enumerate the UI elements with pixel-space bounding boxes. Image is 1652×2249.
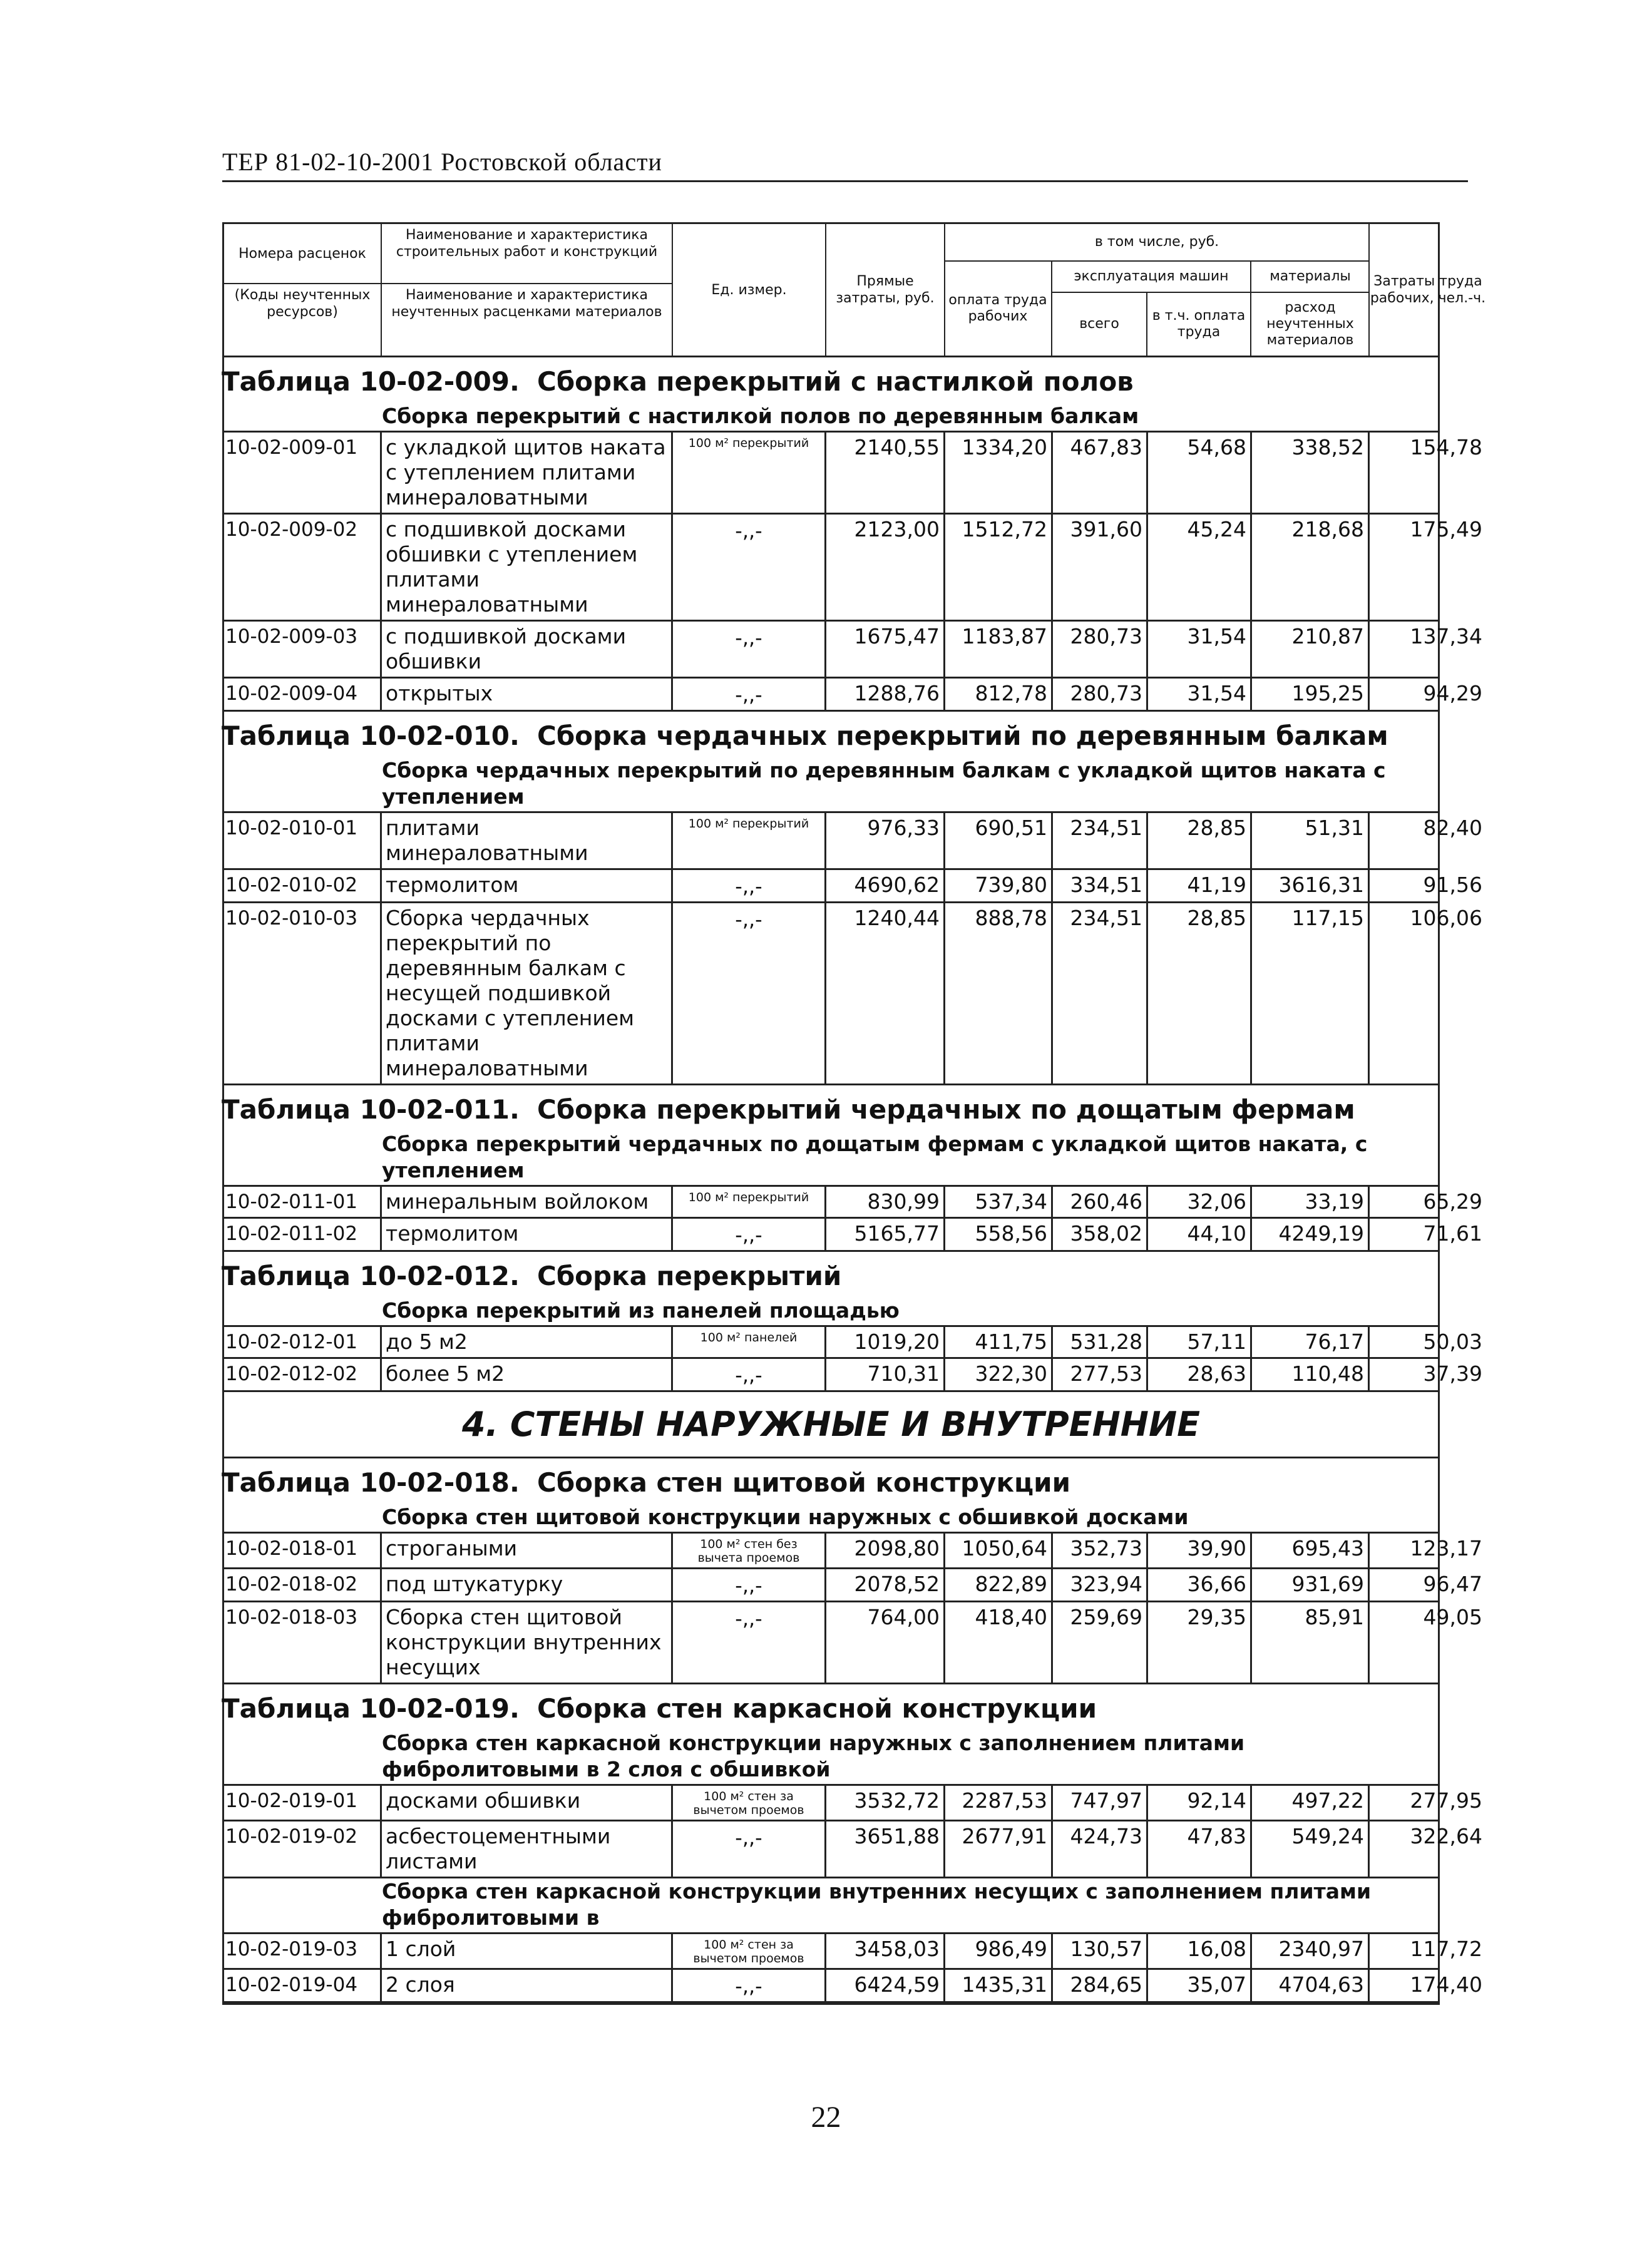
labor-pay: 1435,31 [945,1970,1053,2001]
machines-total: 259,69 [1053,1602,1148,1683]
labor-pay: 411,75 [945,1327,1053,1357]
direct-costs: 2140,55 [826,433,945,513]
table-name: Сборка стен каркасной конструкции [537,1693,1097,1724]
rate-code: 10-02-011-01 [224,1187,382,1217]
rate-code: 10-02-019-03 [224,1934,382,1968]
rate-code: 10-02-009-01 [224,433,382,513]
col-mat-cost-header: расход неучтенных материалов [1266,300,1354,348]
rates-table [222,222,1486,2005]
machines-total: 130,57 [1053,1934,1148,1968]
group-heading: Сборка стен щитовой конструкции наружных с обшивкой досками [224,1504,1438,1534]
machines-total: 323,94 [1053,1569,1148,1601]
labor-pay: 888,78 [945,903,1053,1084]
direct-costs: 1240,44 [826,903,945,1084]
machines-total: 234,51 [1053,903,1148,1084]
group-heading: Сборка стен каркасной конструкции наружных с заполнением плитами фибролитовыми в 2 слоя с обшивкой [224,1730,1438,1786]
materials-cost: 110,48 [1252,1359,1370,1390]
machines-labor-pay: 31,54 [1148,679,1252,710]
unit: -,,- [673,1821,826,1877]
direct-costs: 1675,47 [826,622,945,677]
machines-labor-pay: 57,11 [1148,1327,1252,1357]
col-incl-header: в том числе, руб. [945,224,1369,262]
unit: 100 м² перекрытий [673,813,826,868]
labor-hours: 96,47 [1423,1572,1482,1596]
work-name: 1 слой [382,1934,673,1968]
unit: -,,- [673,1569,826,1601]
table-row [224,1602,1482,1684]
unit: -,,- [673,1602,826,1683]
materials-cost: 4249,19 [1252,1219,1370,1250]
unit: 100 м² перекрытий [673,433,826,513]
group-heading: Сборка перекрытий чердачных по дощатым фермам с укладкой щитов наката, с утеплением [224,1131,1438,1187]
col-incl-group [945,224,1370,356]
unit: 100 м² стен без вычета проемов [673,1534,826,1567]
labor-pay: 739,80 [945,870,1053,901]
labor-hours: 91,56 [1423,873,1482,897]
work-name: с укладкой щитов наката с утеплением плитами минераловатными [382,433,673,513]
materials-cost: 931,69 [1252,1569,1370,1601]
labor-pay: 1050,64 [945,1534,1053,1567]
labor-pay: 1183,87 [945,622,1053,677]
unit: -,,- [673,903,826,1084]
labor-pay: 558,56 [945,1219,1053,1250]
group-heading: Сборка перекрытий из панелей площадью [224,1298,1438,1327]
labor-hours: 106,06 [1410,906,1482,930]
rate-code: 10-02-012-01 [224,1327,382,1357]
work-name: строгаными [382,1534,673,1567]
table-row [224,433,1482,515]
labor-hours: 174,40 [1410,1972,1482,1997]
labor-hours: 137,34 [1410,624,1482,648]
unit: -,,- [673,870,826,901]
labor-pay: 418,40 [945,1602,1053,1683]
direct-costs: 976,33 [826,813,945,868]
rate-code: 10-02-009-04 [224,679,382,710]
materials-cost: 85,91 [1252,1602,1370,1683]
table-row [224,1821,1482,1878]
labor-hours: 82,40 [1423,816,1482,840]
table-code: Таблица 10-02-009. [222,366,520,397]
table-body [222,357,1482,2003]
machines-total: 280,73 [1053,622,1148,677]
work-name: открытых [382,679,673,710]
labor-pay: 822,89 [945,1569,1053,1601]
machines-labor-pay: 47,83 [1148,1821,1252,1877]
table-row [224,1934,1482,1970]
machines-labor-pay: 92,14 [1148,1786,1252,1820]
rate-code: 10-02-019-01 [224,1786,382,1820]
work-name: до 5 м2 [382,1327,673,1357]
materials-cost: 549,24 [1252,1821,1370,1877]
machines-total: 280,73 [1053,679,1148,710]
machines-labor-pay: 29,35 [1148,1602,1252,1683]
unit: -,,- [673,1359,826,1390]
table-name: Сборка чердачных перекрытий по деревянным балкам [537,720,1388,751]
table-row [224,870,1482,903]
table-row [224,1359,1482,1392]
rate-code: 10-02-010-01 [224,813,382,868]
group-heading: Сборка перекрытий с настилкой полов по деревянным балкам [224,403,1438,433]
direct-costs: 764,00 [826,1602,945,1683]
table-header [224,224,1486,357]
table-row [224,1219,1482,1252]
table-code: Таблица 10-02-011. [222,1094,520,1125]
table-code: Таблица 10-02-019. [222,1693,520,1724]
labor-hours: 277,95 [1410,1788,1482,1813]
direct-costs: 710,31 [826,1359,945,1390]
col-labor-header: Затраты труда рабочих, чел.-ч. [1370,274,1486,306]
table-row [224,1786,1482,1821]
materials-cost: 218,68 [1252,515,1370,620]
table-title [222,1458,1438,1504]
machines-total: 358,02 [1053,1219,1148,1250]
labor-pay: 537,34 [945,1187,1053,1217]
page-number: 22 [811,2101,841,2134]
rate-code: 10-02-018-01 [224,1534,382,1567]
direct-costs: 1288,76 [826,679,945,710]
materials-cost: 76,17 [1252,1327,1370,1357]
direct-costs: 2078,52 [826,1569,945,1601]
materials-cost: 117,15 [1252,903,1370,1084]
col-code-header [224,224,382,356]
rate-code: 10-02-018-02 [224,1569,382,1601]
table-code: Таблица 10-02-012. [222,1261,520,1291]
machines-labor-pay: 39,90 [1148,1534,1252,1567]
col-materials-header: материалы [1251,262,1369,293]
direct-costs: 4690,62 [826,870,945,901]
table-title [222,1252,1438,1298]
table-name: Сборка стен щитовой конструкции [537,1467,1070,1498]
machines-total: 352,73 [1053,1534,1148,1567]
col-unit-header: Ед. измер. [673,224,826,356]
machines-labor-pay: 45,24 [1148,515,1252,620]
work-name: термолитом [382,870,673,901]
labor-pay: 2677,91 [945,1821,1053,1877]
machines-total: 277,53 [1053,1359,1148,1390]
machines-total: 391,60 [1053,515,1148,620]
labor-hours: 117,72 [1410,1937,1482,1961]
direct-costs: 830,99 [826,1187,945,1217]
rate-code: 10-02-011-02 [224,1219,382,1250]
unit: 100 м² панелей [673,1327,826,1357]
machines-labor-pay: 32,06 [1148,1187,1252,1217]
labor-hours: 123,17 [1410,1536,1482,1560]
materials-cost: 195,25 [1252,679,1370,710]
materials-cost: 2340,97 [1252,1934,1370,1968]
col-mach-total-header: всего [1052,293,1147,356]
labor-pay: 986,49 [945,1934,1053,1968]
table-row [224,1534,1482,1569]
direct-costs: 2123,00 [826,515,945,620]
table-row [224,1187,1482,1219]
col-direct-header: Прямые затраты, руб. [826,224,945,356]
direct-costs: 5165,77 [826,1219,945,1250]
unit: -,,- [673,515,826,620]
machines-total: 234,51 [1053,813,1148,868]
table-title [222,357,1438,403]
col-name-label: Наименование и характеристика строительных работ и конструкций [382,224,672,284]
rate-code: 10-02-010-02 [224,870,382,901]
work-name: Сборка стен щитовой конструкции внутренних несущих [382,1602,673,1683]
labor-hours: 50,03 [1423,1329,1482,1354]
col-code-label: Номера расценок [224,224,381,284]
work-name: Сборка чердачных перекрытий по деревянным балкам с несущей подшивкой досками с утеплением плитами минераловатными [382,903,673,1084]
col-name-sub-label: Наименование и характеристика неучтенных расценками материалов [391,287,662,320]
table-row [224,1970,1482,2003]
table-name: Сборка перекрытий [537,1261,842,1291]
col-mach-labor-header: в т.ч. оплата труда [1147,293,1251,356]
rate-code: 10-02-010-03 [224,903,382,1084]
rate-code: 10-02-019-04 [224,1970,382,2001]
work-name: с подшивкой досками обшивки с утеплением плитами минераловатными [382,515,673,620]
materials-cost: 51,31 [1252,813,1370,868]
machines-labor-pay: 31,54 [1148,622,1252,677]
labor-hours: 154,78 [1410,435,1482,459]
rate-code: 10-02-009-02 [224,515,382,620]
direct-costs: 3458,03 [826,1934,945,1968]
machines-total: 467,83 [1053,433,1148,513]
group-heading: Сборка стен каркасной конструкции внутренних несущих с заполнением плитами фибролитовыми в [224,1878,1438,1934]
work-name: минеральным войлоком [382,1187,673,1217]
col-machines-header: эксплуатация машин [1052,262,1251,293]
machines-labor-pay: 28,63 [1148,1359,1252,1390]
labor-pay: 2287,53 [945,1786,1053,1820]
direct-costs: 3651,88 [826,1821,945,1877]
labor-pay: 1512,72 [945,515,1053,620]
direct-costs: 2098,80 [826,1534,945,1567]
direct-costs: 1019,20 [826,1327,945,1357]
rate-code: 10-02-019-02 [224,1821,382,1877]
machines-total: 260,46 [1053,1187,1148,1217]
machines-labor-pay: 28,85 [1148,813,1252,868]
table-title [222,1085,1438,1131]
work-name: плитами минераловатными [382,813,673,868]
table-row [224,679,1482,712]
labor-hours: 49,05 [1423,1605,1482,1629]
unit: -,,- [673,679,826,710]
machines-total: 424,73 [1053,1821,1148,1877]
page-header: ТЕР 81-02-10-2001 Ростовской области [222,147,1468,182]
machines-labor-pay: 54,68 [1148,433,1252,513]
materials-cost: 338,52 [1252,433,1370,513]
materials-cost: 33,19 [1252,1187,1370,1217]
labor-hours: 71,61 [1423,1221,1482,1246]
col-code-sub-label: (Коды неучтенных ресурсов) [234,287,371,320]
table-code: Таблица 10-02-010. [222,720,520,751]
machines-total: 284,65 [1053,1970,1148,2001]
unit: -,,- [673,1219,826,1250]
machines-labor-pay: 28,85 [1148,903,1252,1084]
machines-labor-pay: 35,07 [1148,1970,1252,2001]
machines-total: 531,28 [1053,1327,1148,1357]
work-name: досками обшивки [382,1786,673,1820]
direct-costs: 6424,59 [826,1970,945,2001]
table-title [222,712,1438,757]
rate-code: 10-02-018-03 [224,1602,382,1683]
labor-hours: 94,29 [1423,681,1482,705]
table-row [224,622,1482,679]
table-title [222,1684,1438,1730]
labor-pay: 1334,20 [945,433,1053,513]
section-title: 4. СТЕНЫ НАРУЖНЫЕ И ВНУТРЕННИЕ [224,1392,1438,1458]
labor-pay: 690,51 [945,813,1053,868]
labor-pay: 812,78 [945,679,1053,710]
labor-hours: 322,64 [1410,1824,1482,1848]
work-name: более 5 м2 [382,1359,673,1390]
group-heading: Сборка чердачных перекрытий по деревянным балкам с укладкой щитов наката с утеплением [224,757,1438,813]
machines-total: 747,97 [1053,1786,1148,1820]
machines-labor-pay: 44,10 [1148,1219,1252,1250]
col-pay-header: оплата труда рабочих [945,262,1052,356]
materials-cost: 210,87 [1252,622,1370,677]
col-name-header [382,224,673,356]
work-name: с подшивкой досками обшивки [382,622,673,677]
table-row [224,1569,1482,1602]
work-name: термолитом [382,1219,673,1250]
materials-cost: 497,22 [1252,1786,1370,1820]
direct-costs: 3532,72 [826,1786,945,1820]
machines-labor-pay: 41,19 [1148,870,1252,901]
work-name: под штукатурку [382,1569,673,1601]
unit: -,,- [673,622,826,677]
table-name: Сборка перекрытий с настилкой полов [537,366,1134,397]
materials-cost: 4704,63 [1252,1970,1370,2001]
rate-code: 10-02-012-02 [224,1359,382,1390]
table-name: Сборка перекрытий чердачных по дощатым фермам [537,1094,1355,1125]
work-name: 2 слоя [382,1970,673,2001]
materials-cost: 695,43 [1252,1534,1370,1567]
unit: 100 м² стен за вычетом проемов [673,1934,826,1968]
work-name: асбестоцементными листами [382,1821,673,1877]
labor-hours: 65,29 [1423,1189,1482,1214]
labor-pay: 322,30 [945,1359,1053,1390]
table-row [224,515,1482,622]
machines-labor-pay: 36,66 [1148,1569,1252,1601]
rate-code: 10-02-009-03 [224,622,382,677]
unit: 100 м² перекрытий [673,1187,826,1217]
table-code: Таблица 10-02-018. [222,1467,520,1498]
labor-hours: 37,39 [1423,1361,1482,1386]
table-row [224,813,1482,870]
machines-labor-pay: 16,08 [1148,1934,1252,1968]
machines-total: 334,51 [1053,870,1148,901]
unit: -,,- [673,1970,826,2001]
unit: 100 м² стен за вычетом проемов [673,1786,826,1820]
labor-hours: 175,49 [1410,517,1482,541]
table-row [224,903,1482,1085]
materials-cost: 3616,31 [1252,870,1370,901]
table-row [224,1327,1482,1359]
